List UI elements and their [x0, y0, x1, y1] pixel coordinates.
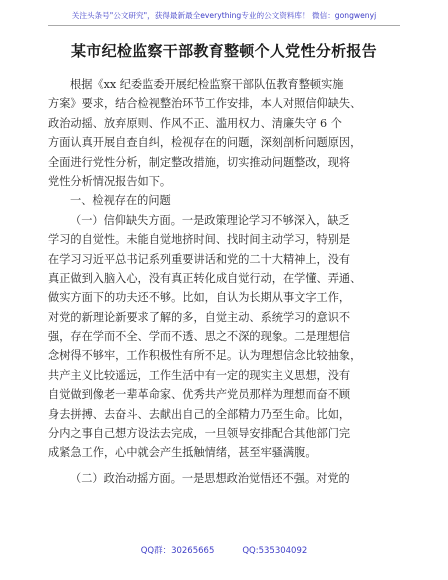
paragraph-line: 真正做到入脑入心，没有真正转化成自觉行动，在学懂、弄通、: [48, 271, 362, 285]
paragraph-line: 在学习习近平总书记系列重要讲话和党的二十大精神上，没有: [48, 252, 351, 266]
paragraph-line: 方面认真开展自查自纠，检视存在的问题，深刻剖析问题原因，: [48, 136, 362, 150]
paragraph-line: （二）政治动摇方面。一是思想政治觉悟还不强。对党的: [70, 471, 350, 485]
document-body: [48, 75, 400, 488]
promo-banner: 关注头条号"公文研究"，获得最新最全everything专业的公文资料库！ 微信：gongwenyj: [71, 11, 377, 20]
paragraph-line: 自觉做到像老一辈革命家、优秀共产党员那样为理想而奋不顾: [48, 388, 351, 402]
paragraph-line: 全面进行党性分析，制定整改措施，切实推动问题整改，现将: [48, 155, 351, 169]
paragraph-line: 强，存在学而不全、学而不透、思之不深的现象。二是理想信: [48, 330, 351, 344]
paragraph-line: 念树得不够牢，工作积极性有所不足。认为理想信念比较抽象，: [48, 349, 362, 363]
footer-qq-group: QQ群：30265665: [140, 546, 215, 556]
paragraph-line: 成紧急工作，心中就会产生抵触情绪，甚至牢骚满腹。: [48, 446, 317, 460]
section-heading: 一、检视存在的问题: [70, 194, 171, 208]
paragraph-line: 做实方面下的功夫还不够。比如，自认为长期从事文字工作，: [48, 291, 351, 305]
paragraph-line: （一）信仰缺失方面。一是政策理论学习不够深入，缺乏: [70, 213, 350, 227]
paragraph-line: 党性分析情况报告如下。: [48, 174, 172, 188]
document-title: 某市纪检监察干部教育整顿个人党性分析报告: [70, 42, 377, 60]
page-footer: [0, 544, 448, 556]
paragraph-line: 身去拼搏、去奋斗、去献出自己的全部精力乃至生命。比如，: [48, 407, 351, 421]
paragraph-line: 对党的新理论新要求了解的多，自觉主动、系统学习的意识不: [48, 310, 351, 324]
paragraph-line: 根据《xx 纪委监委开展纪检监察干部队伍教育整顿实施: [70, 78, 344, 91]
paragraph-line: 共产主义比较遥远，工作生活中有一定的现实主义思想，没有: [48, 368, 351, 382]
paragraph-line: 方案》要求，结合检视整治环节工作安排，本人对照信仰缺失、: [48, 97, 362, 111]
footer-qq: QQ:535304092: [242, 546, 308, 556]
banner-divider: [48, 25, 400, 26]
paragraph-line: 政治动摇、放弃原则、作风不正、滥用权力、清廉失守 6 个: [48, 116, 342, 130]
paragraph-line: 分内之事自己想方设法去完成，一旦领导安排配合其他部门完: [48, 427, 351, 441]
paragraph-line: 学习的自觉性。未能自觉地挤时间、找时间主动学习，特别是: [48, 233, 351, 247]
